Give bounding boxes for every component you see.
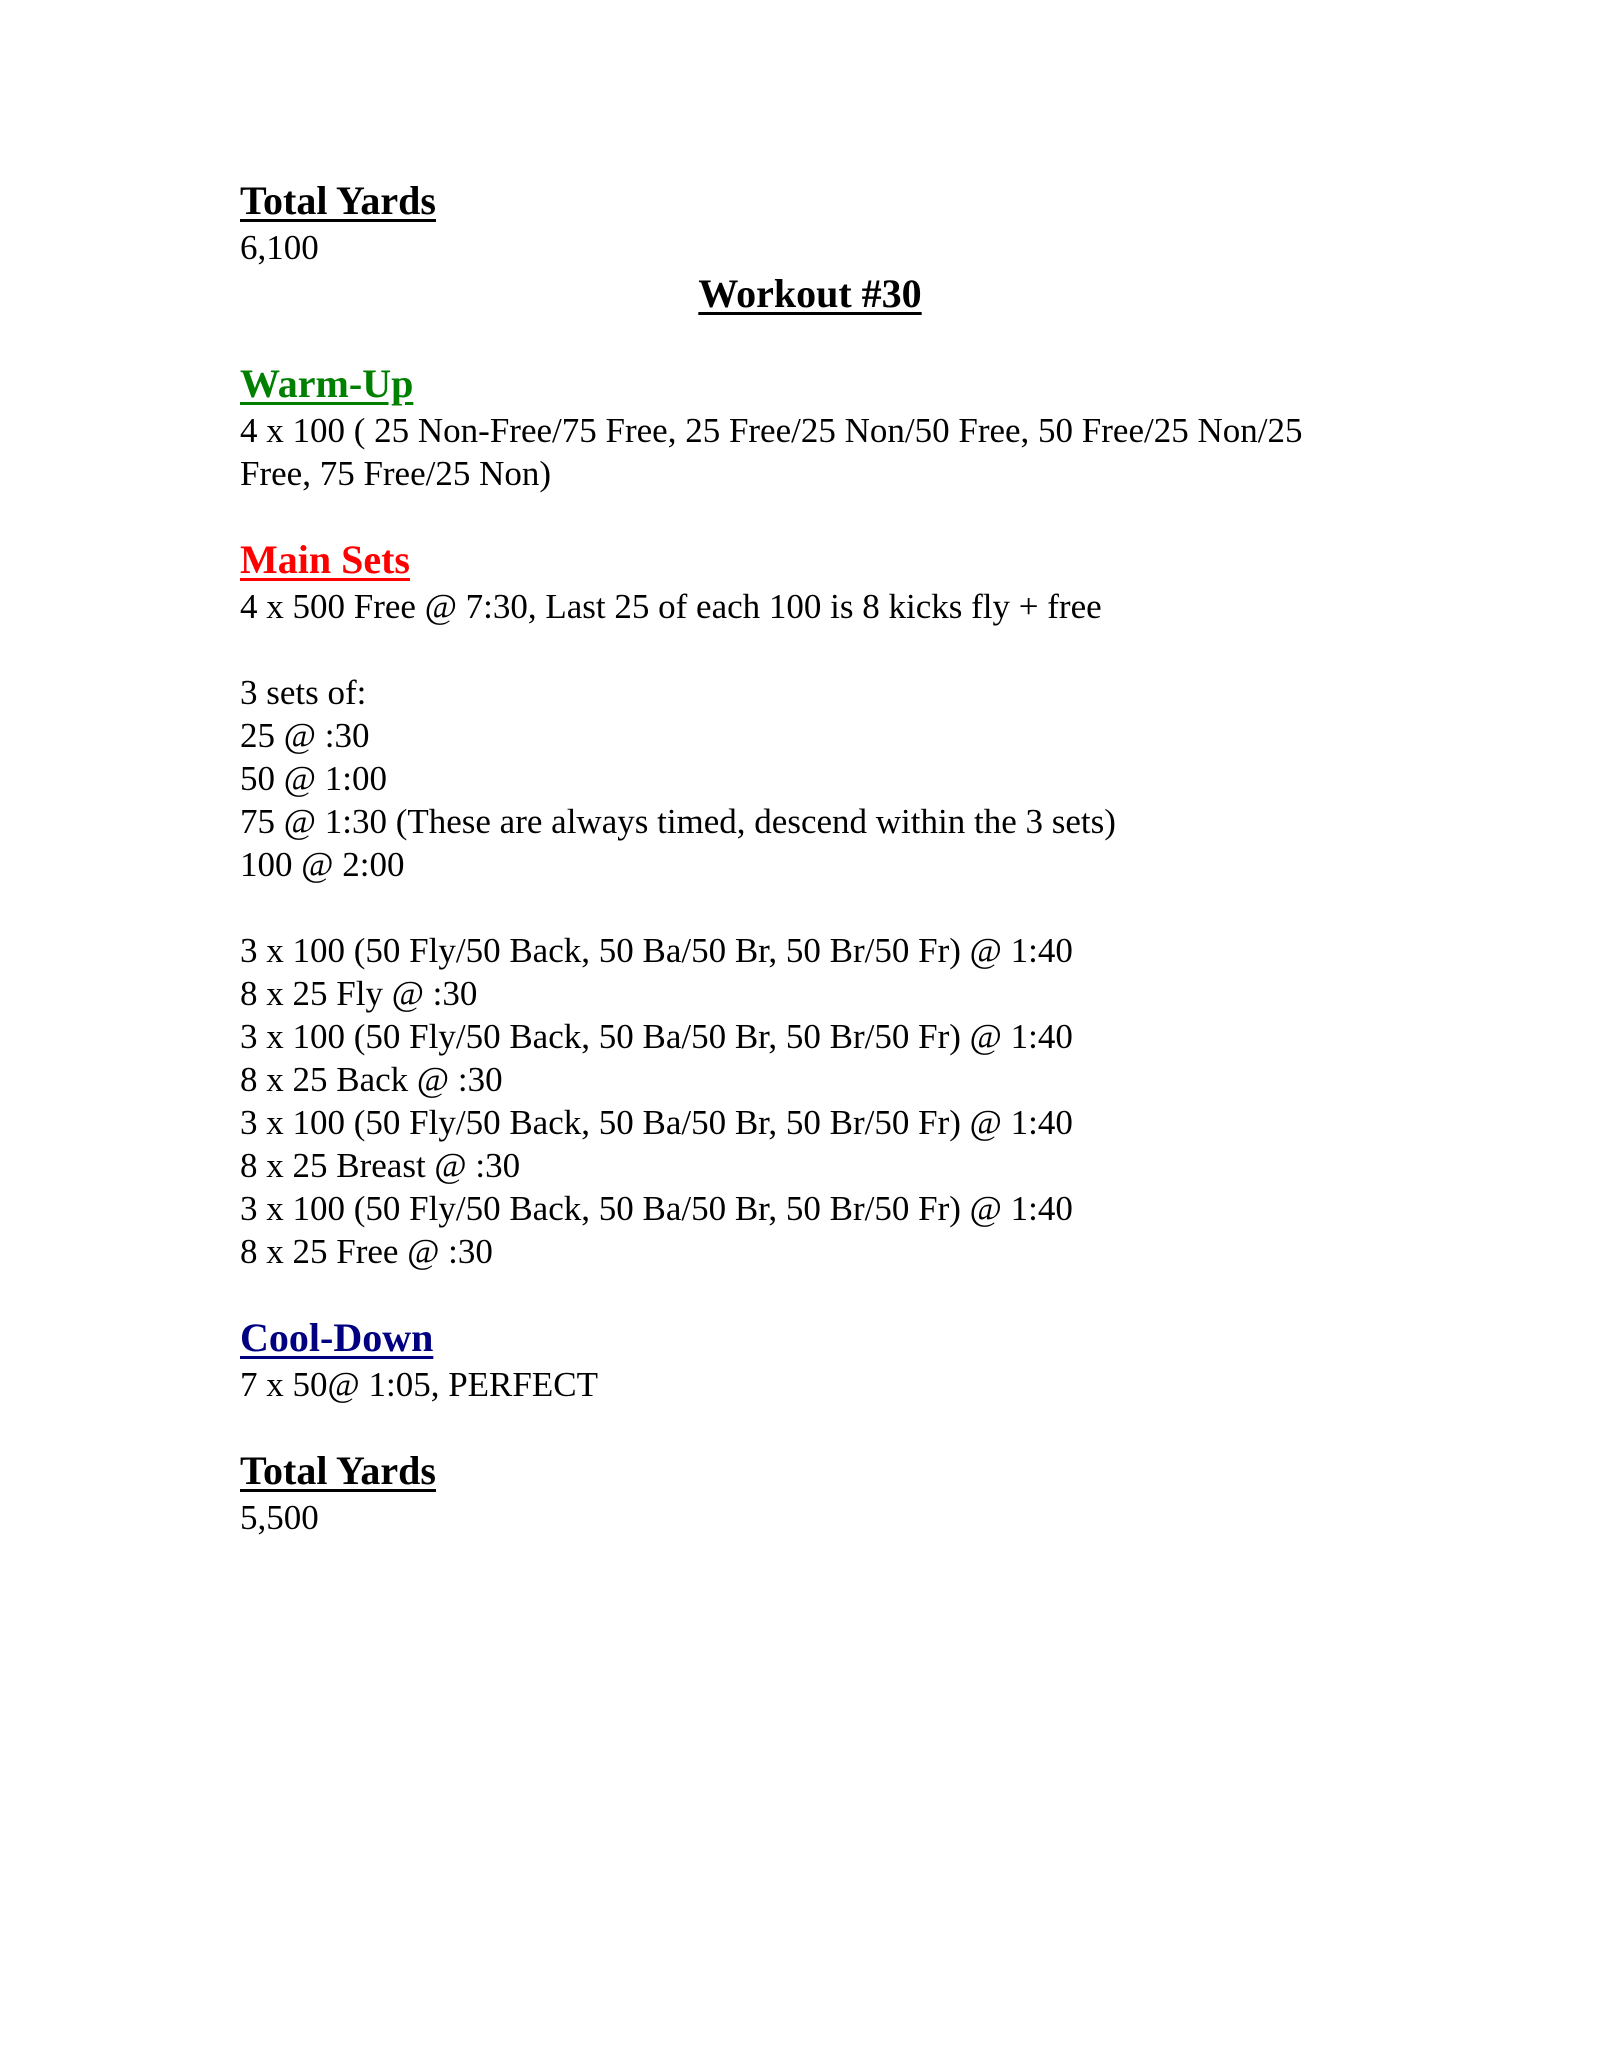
workout-line: 8 x 25 Breast @ :30 bbox=[240, 1146, 521, 1185]
workout-title: Workout #30 bbox=[698, 271, 922, 316]
bottom-total-yards-heading: Total Yards bbox=[240, 1448, 436, 1493]
workout-line: 8 x 25 Fly @ :30 bbox=[240, 974, 478, 1013]
workout-line: 75 @ 1:30 (These are always timed, descend within the 3 sets) bbox=[240, 802, 1116, 841]
top-total-yards-value: 6,100 bbox=[240, 228, 319, 267]
cool-down-lines bbox=[240, 1363, 1380, 1406]
workout-line: 4 x 500 Free @ 7:30, Last 25 of each 100 is 8 kicks fly + free bbox=[240, 587, 1102, 626]
workout-line: 50 @ 1:00 bbox=[240, 759, 387, 798]
warm-up-lines bbox=[240, 409, 1380, 495]
workout-line: 100 @ 2:00 bbox=[240, 845, 405, 884]
document-page bbox=[240, 176, 1380, 1539]
bottom-total-yards-value: 5,500 bbox=[240, 1498, 319, 1537]
workout-line: 7 x 50@ 1:05, PERFECT bbox=[240, 1365, 598, 1404]
workout-line: 3 x 100 (50 Fly/50 Back, 50 Ba/50 Br, 50 Br/50 Fr) @ 1:40 bbox=[240, 1189, 1073, 1228]
workout-line: 3 sets of: bbox=[240, 673, 367, 712]
workout-line: 4 x 100 ( 25 Non-Free/75 Free, 25 Free/25 Non/50 Free, 50 Free/25 Non/25 Free, 75 Free/25 Non) bbox=[240, 411, 1312, 493]
main-sets-heading: Main Sets bbox=[240, 537, 410, 582]
top-total-yards-heading: Total Yards bbox=[240, 178, 436, 223]
workout-line: 8 x 25 Back @ :30 bbox=[240, 1060, 503, 1099]
workout-line: 3 x 100 (50 Fly/50 Back, 50 Ba/50 Br, 50 Br/50 Fr) @ 1:40 bbox=[240, 931, 1073, 970]
main-set-2 bbox=[240, 671, 1380, 886]
cool-down-heading: Cool-Down bbox=[240, 1315, 434, 1360]
workout-line: 3 x 100 (50 Fly/50 Back, 50 Ba/50 Br, 50 Br/50 Fr) @ 1:40 bbox=[240, 1017, 1073, 1056]
warm-up-heading: Warm-Up bbox=[240, 361, 414, 406]
main-set-1 bbox=[240, 585, 1380, 628]
workout-line: 3 x 100 (50 Fly/50 Back, 50 Ba/50 Br, 50 Br/50 Fr) @ 1:40 bbox=[240, 1103, 1073, 1142]
main-set-3 bbox=[240, 929, 1380, 1273]
workout-line: 8 x 25 Free @ :30 bbox=[240, 1232, 493, 1271]
workout-line: 25 @ :30 bbox=[240, 716, 370, 755]
